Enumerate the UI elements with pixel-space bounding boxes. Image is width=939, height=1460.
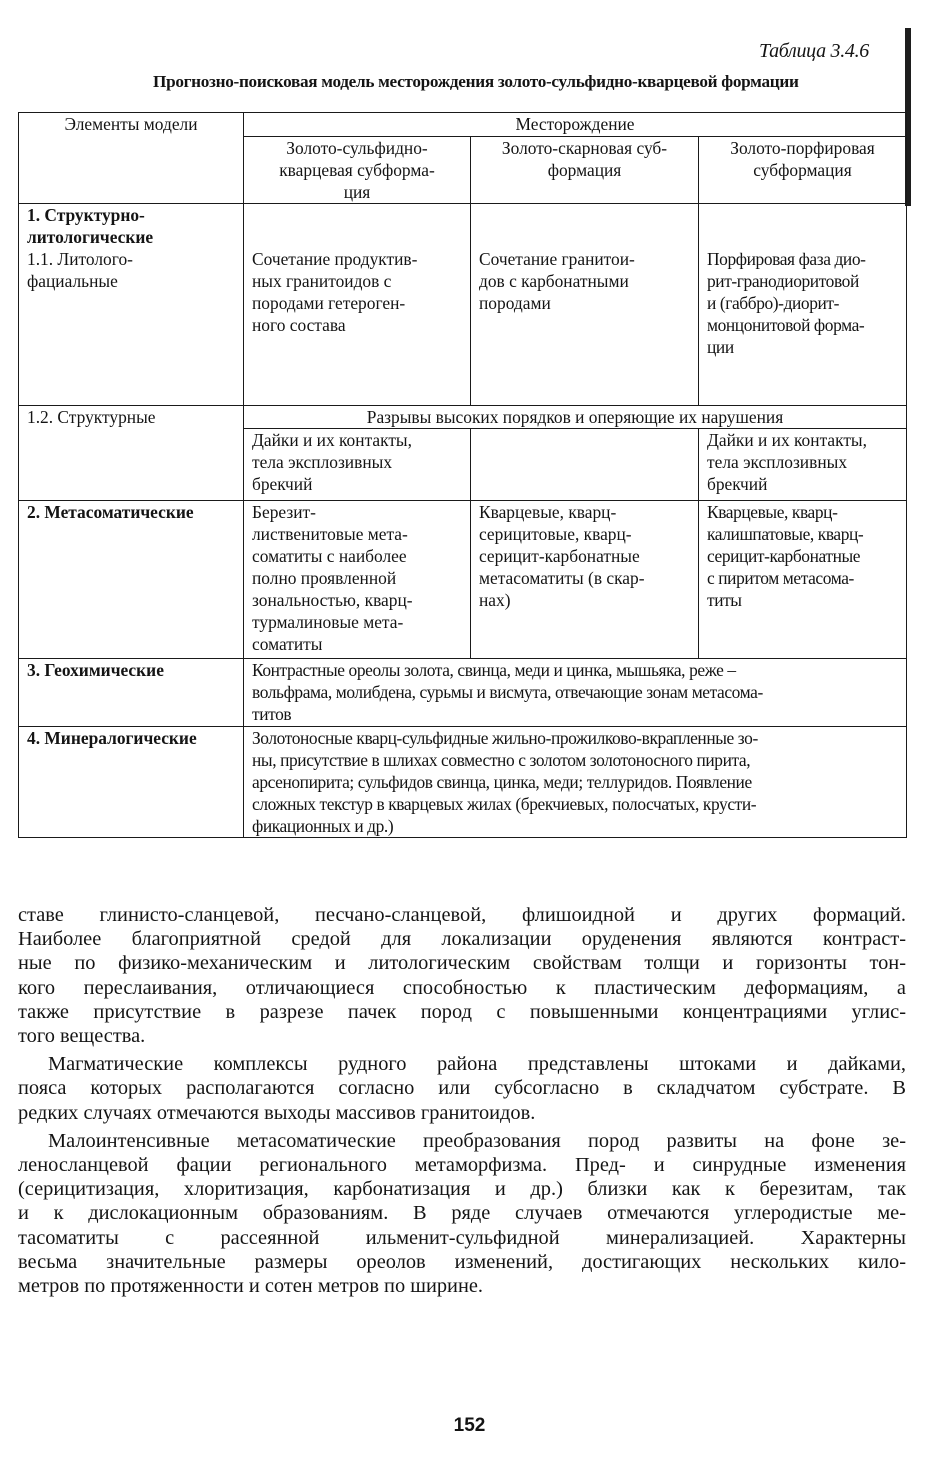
cell-line: сложных текстур в кварцевых жилах (брекчиевых, полосчатых, крусти-: [252, 794, 757, 814]
section-1-heading: [27, 204, 235, 248]
cell-line: брекчий: [252, 474, 313, 494]
cell-line: ных гранитоидов с: [252, 271, 392, 291]
cell-line: фикационных и др.): [252, 816, 394, 836]
cell-line: арсенопирита; сульфидов свинца, цинка, меди; теллуридов. Появление: [252, 772, 752, 792]
cell-line: зональностью, кварц-: [252, 590, 413, 610]
cell-line: 1.1. Литолого-: [27, 249, 133, 269]
text-line: тасоматиты с рассеянной ильменит-сульфидной минерализацией. Характерны: [18, 1226, 906, 1249]
mineralogical-cell: [244, 727, 907, 838]
text-line: леносланцевой фации регионального метаморфизма. Пред- и синрудные изменения: [18, 1154, 906, 1177]
cell-line: Золото-сульфидно-: [286, 138, 428, 158]
text-line: Магматические комплексы рудного района представлены штоками и дайками,: [48, 1053, 906, 1076]
cell-line: рит-гранодиоритовой: [707, 271, 859, 291]
cell-line: тела эксплозивных: [252, 452, 393, 472]
cell-line: Золото-скарновая суб-: [501, 138, 668, 158]
text-line: метров по протяженности и сотен метров по ширине.: [18, 1275, 484, 1298]
cell-line: фациальные: [27, 271, 118, 291]
text-line: редких случаях отмечаются выходы массивов гранитоидов.: [18, 1101, 536, 1124]
structural-cell-2-empty: [471, 429, 699, 501]
text-line: того вещества.: [18, 1025, 146, 1048]
cell-line: Золотоносные кварц-сульфидные жильно-прожилково-вкрапленные зо-: [252, 728, 758, 748]
cell-line: кварцевая субформа-: [279, 160, 435, 180]
col-header-deposit: Месторождение: [244, 113, 907, 137]
section-1-2-label: 1.2. Структурные: [19, 406, 244, 501]
lithofacial-text-1: [252, 248, 462, 336]
cell-line: и (габбро)-диорит-: [707, 293, 840, 313]
geochemical-cell: [244, 659, 907, 727]
cell-line: Кварцевые, кварц-: [707, 502, 838, 522]
model-table: [18, 112, 907, 838]
lithofacial-text-3: [707, 248, 898, 358]
lithofacial-cell-2: [471, 204, 699, 406]
cell-line: Дайки и их контакты,: [707, 430, 867, 450]
cell-line: Золото-порфировая: [730, 138, 875, 158]
cell-line: вольфрама, молибдена, сурьмы и висмута, отвечающие зонам метасома-: [252, 682, 763, 702]
cell-line: 1. Структурно-: [27, 205, 145, 225]
cell-line: дов с карбонатными: [479, 271, 629, 291]
cell-line: Контрастные ореолы золота, свинца, меди и цинка, мышьяка, реже –: [252, 660, 736, 680]
cell-line: турмалиновые мета-: [252, 612, 404, 632]
text-line: (серицитизация, хлоритизация, карбонатизация и др.) близки как к березитам, так: [18, 1178, 906, 1201]
cell-line: калишпатовые, кварц-: [707, 524, 864, 544]
cell-line: серицит-карбонатные: [707, 546, 861, 566]
table-label: Таблица 3.4.6: [758, 40, 869, 62]
section-3-label: 3. Геохимические: [19, 659, 244, 727]
cell-line: соматиты с наиболее: [252, 546, 407, 566]
lithofacial-cell-1: [244, 204, 471, 406]
cell-line: нах): [479, 590, 511, 610]
cell-line: серицитовые, кварц-: [479, 524, 632, 544]
table-title: Прогнозно-поисковая модель месторождения золото-сульфидно-кварцевой формации: [153, 72, 799, 91]
cell-line: метасоматиты (в скар-: [479, 568, 645, 588]
text-line: ные по физико-механическим и литологическим свойствам толщи и горизонты тон-: [18, 952, 906, 975]
text-line: также присутствие в разрезе пачек пород с повышенными концентрациями углис-: [18, 1000, 906, 1023]
cell-line: Дайки и их контакты,: [252, 430, 412, 450]
text-line: Малоинтенсивные метасоматические преобразования пород развиты на фоне зе-: [48, 1129, 906, 1152]
page-number: 152: [453, 1415, 486, 1436]
cell-line: Кварцевые, кварц-: [479, 502, 617, 522]
subheader-skarn: [471, 137, 699, 204]
structural-cell-1: [244, 429, 471, 501]
cell-line: тела эксплозивных: [707, 452, 848, 472]
subheader-sulfide-quartz: [244, 137, 471, 204]
cell-line: субформация: [753, 160, 852, 180]
cell-line: Сочетание продуктив-: [252, 249, 418, 269]
body-text: [18, 903, 906, 1302]
section-1-1-label: [27, 248, 235, 292]
col-header-elements: Элементы модели: [19, 113, 244, 204]
subheader-porphyry: [699, 137, 907, 204]
cell-line: соматиты: [252, 634, 323, 654]
cell-line: ного состава: [252, 315, 346, 335]
lithofacial-text-2: [479, 248, 690, 314]
cell-line: лиственитовые мета-: [252, 524, 408, 544]
text-line: Наиболее благоприятной средой для локализации оруденения являются контраст-: [18, 928, 906, 951]
text-line: весьма значительные размеры ореолов изменений, достигающих нескольких кило-: [18, 1250, 906, 1273]
cell-line: породами гетероген-: [252, 293, 406, 313]
lithofacial-cell-3: [699, 204, 907, 406]
paragraph-1: [18, 903, 906, 1048]
metasomatic-cell-3: [699, 501, 907, 659]
metasomatic-cell-1: [244, 501, 471, 659]
cell-line: породами: [479, 293, 551, 313]
metasomatic-cell-2: [471, 501, 699, 659]
cell-line: ны, присутствие в шлихах совместно с золотом золотоносного пирита,: [252, 750, 751, 770]
structural-cell-3: [699, 429, 907, 501]
cell-line: формация: [547, 160, 622, 180]
cell-line: ции: [707, 337, 734, 357]
row-structural-lithological: [19, 204, 244, 406]
paragraph-2: [18, 1052, 906, 1125]
section-2-label: 2. Метасоматические: [19, 501, 244, 659]
cell-line: Порфировая фаза дио-: [707, 249, 866, 269]
cell-line: Сочетание гранитои-: [479, 249, 635, 269]
paragraph-3: [18, 1129, 906, 1298]
cell-line: литологические: [27, 227, 154, 247]
cell-line: ция: [343, 182, 371, 202]
text-line: кого переслаивания, отличающиеся способностью к пластическим деформациям, а: [18, 976, 906, 999]
text-line: и к дислокационным образованиям. В ряде случаев отмечаются углеродистые ме-: [18, 1202, 906, 1225]
cell-line: брекчий: [707, 474, 768, 494]
cell-line: полно проявленной: [252, 568, 397, 588]
cell-line: серицит-карбонатные: [479, 546, 640, 566]
structural-span-cell: Разрывы высоких порядков и оперяющие их нарушения: [244, 406, 907, 429]
cell-line: титы: [707, 590, 742, 610]
text-line: пояса которых располагаются согласно или субсогласно в складчатом субстрате. В: [18, 1077, 906, 1100]
section-4-label: 4. Минералогические: [19, 727, 244, 838]
cell-line: с пиритом метасома-: [707, 568, 854, 588]
cell-line: Березит-: [252, 502, 316, 522]
cell-line: монцонитовой форма-: [707, 315, 865, 335]
text-line: ставе глинисто-сланцевой, песчано-сланцевой, флишоидной и других формаций.: [18, 904, 906, 926]
cell-line: титов: [252, 704, 292, 724]
